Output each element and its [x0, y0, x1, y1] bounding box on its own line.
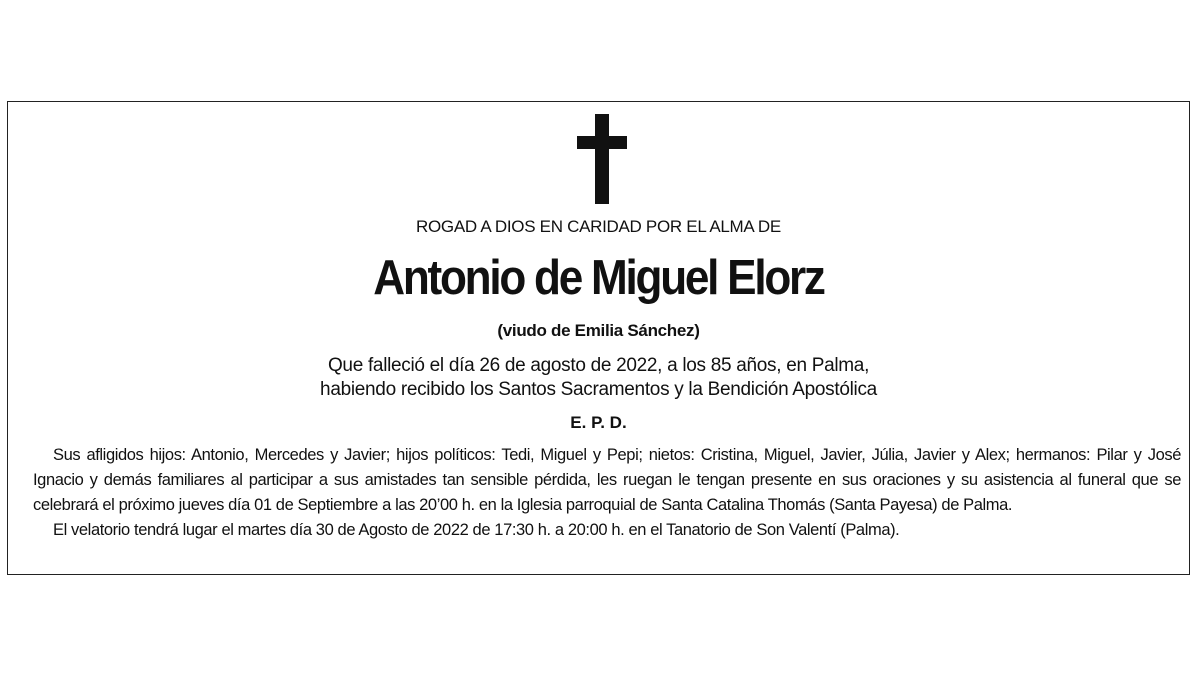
cross-vertical-bar: [595, 114, 609, 204]
wake-paragraph: El velatorio tendrá lugar el martes día 30 de Agosto de 2022 de 17:30 h. a 20:00 h. en el Tanatorio de Son Valentí (Palma).: [53, 521, 900, 539]
death-details-line-1: Que falleció el día 26 de agosto de 2022, a los 85 años, en Palma,: [327, 355, 870, 376]
epd-abbreviation: E. P. D.: [570, 413, 627, 432]
obituary-notice: [7, 101, 1190, 575]
cross-horizontal-bar: [577, 136, 627, 149]
notice-body: [33, 443, 1181, 543]
cross-icon: [577, 114, 627, 204]
widow-note: (viudo de Emilia Sánchez): [497, 321, 700, 340]
family-paragraph: Sus afligidos hijos: Antonio, Mercedes y Javier; hijos políticos: Tedi, Miguel y Pepi; nietos: Cristina, Miguel, Javier, Júlia, Javier y Alex; hermanos: Pilar y José Ignacio y demás familiares al participar a sus amistades tan sensible pérdida, les ruegan le tengan presente en sus oraciones y su asistencia al funeral que se celebrará el próximo jueves día 01 de Septiembre a las 20’00 h. en la Iglesia parroquial de Santa Catalina Thomás (Santa Payesa) de Palma.: [33, 446, 1181, 514]
deceased-name: Antonio de Miguel Elorz: [373, 251, 824, 305]
prayer-header: ROGAD A DIOS EN CARIDAD POR EL ALMA DE: [416, 217, 781, 236]
death-details-line-2: habiendo recibido los Santos Sacramentos y la Bendición Apostólica: [320, 379, 877, 400]
